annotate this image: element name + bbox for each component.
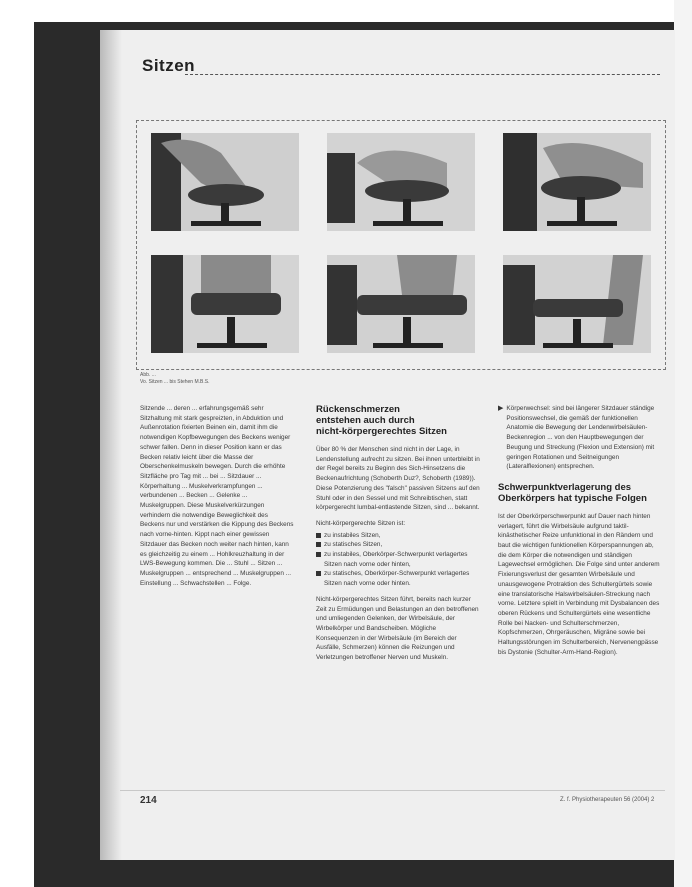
photo-3 (503, 133, 651, 231)
scan-margin-right (674, 0, 692, 887)
caption-line-1: Abb. ... (140, 372, 156, 378)
page-title: Sitzen (142, 56, 196, 75)
chair-sitting-photo-icon (327, 133, 475, 231)
square-bullet-icon (316, 533, 321, 538)
photo-5 (327, 255, 475, 353)
chair-sitting-photo-icon (503, 133, 651, 231)
page-number: 214 (140, 795, 157, 806)
photo-2 (327, 133, 475, 231)
square-bullet-icon (316, 552, 321, 557)
triangle-bullet-icon: ▶ (498, 405, 504, 412)
text-column-3 (498, 404, 660, 663)
photo-4 (151, 255, 299, 353)
scan-margin-top (0, 0, 692, 22)
text-column-1 (140, 404, 294, 594)
list-item: zu instabiles, Oberkörper-Schwerpunkt verlagertes Sitzen nach vorne oder hinten, (316, 550, 480, 569)
photo-figure (136, 120, 666, 370)
scan-margin-left (0, 0, 34, 887)
square-bullet-icon (316, 542, 321, 547)
column2-subheading (316, 404, 480, 437)
subheading-line-1: Rückenschmerzen (316, 404, 400, 415)
column2-paragraph-2: Nicht-körpergerechtes Sitzen führt, bereits nach kurzer Zeit zu Ermüdungen und Belastungen an den betroffenen und umliegenden Gelenken, der Wirbelsäule, der Wirbelkörper und Bandscheiben. Mögliche Konsequenzen in der Wirbelsäule (im Bereich der Ausfälle, Schmerzen) können die Reizungen und Verletzungen betroffener Nerven und Muskeln. (316, 595, 479, 662)
page-spine-shadow (100, 30, 122, 860)
list-item: zu statisches, Oberkörper-Schwerpunkt verlagertes Sitzen nach vorne oder hinten. (316, 569, 480, 588)
column3-paragraph: Ist der Oberkörperschwerpunkt auf Dauer nach hinten verlagert, führt die Wirbelsäule aufgrund taktil-kinästhetischer Reize unfunktional in den Rändern und baut die wichtigen funktionellen Körperspannungen ab, die dem Körper die notwendigen und ständigen Lagewechsel ermöglichen. Die Folge sind unter anderem Fixierungsverlust der gesamten Wirbelsäule und unausgewogene Protraktion des Schultergürtels sowie eine translatorische Halswirbelsäulen-Streckung nach vorne. Letztere spielt in Verbindung mit Dysbalancen des oberen Rückens und Schultergürtels eine wesentliche Rolle bei Nacken- und Schulterschmerzen, Kopfschmerzen, Ohrgeräuschen, Migräne sowie bei Haltungsstörungen im Schulterbereich, Nervenengpässe bis Dystonie (Schulter-Arm-Hand-Region). (498, 512, 660, 656)
subheading-line-1: Schwerpunktverlagerung des (498, 481, 632, 493)
subheading-line-3: nicht-körpergerechtes Sitzen (316, 426, 447, 437)
column3-subheading (498, 482, 660, 504)
photo-1 (151, 133, 299, 231)
chair-sitting-photo-icon (327, 255, 475, 353)
title-rule (185, 74, 660, 75)
text-column-2 (316, 404, 480, 669)
column2-paragraph-1: Über 80 % der Menschen sind nicht in der Lage, in Lendenstellung aufrecht zu sitzen. Bei ihnen unterbleibt in der Regel bereits zu Beginn des Sich-Hinsetzens die Beckenaufrichtung (Schoberth Duz?, Schoberth (1989)). Diese Potenzierung des "falsch" passiven Sitzens auf den Stuhl oder in den Sessel und mit Schreibtischen, statt körpergerecht lumbal-entlastende Sitzen, sind ... bekannt. (316, 446, 480, 512)
figure-caption (140, 372, 440, 386)
square-bullet-icon (316, 571, 321, 576)
caption-line-2: Vo. Sitzen ... bis Stehen M.B.S. (140, 379, 210, 385)
photo-6 (503, 255, 651, 353)
chair-sitting-photo-icon (151, 133, 299, 231)
list-item: zu statisches Sitzen, (316, 540, 480, 550)
chair-sitting-photo-icon (151, 255, 299, 353)
bullet-list (316, 531, 480, 589)
subheading-line-2: Oberkörpers hat typische Folgen (498, 492, 647, 504)
column1-paragraph: Sitzende ... deren ... erfahrungsgemäß sehr Sitzhaltung mit stark gespreizten, in Abduktion und Außenrotation fixierten Beinen ein, damit ihm die notwendigen Kopfbewegungen des Beckens weniger schwer fallen. Denn in dieser Position kann er das Becken relativ leicht über die Masse der Oberschenkelmuskeln bewegen. Durch die erhöhte Sitzfläche pro Tag mit ... bei ... Sitzdauer ... Körperhaltung ... Muskelverkrampfungen ... verbundenen ... Becken ... Gelenke ... Muskelgruppen. Diese Muskelverkürzungen verhindern die notwendige Beweglichkeit des Beckens nur und verstärken die Kippung des Beckens nach vorne-hinten. Kippt nach einer gewissen Sitzdauer das Becken noch weiter nach hinten, kann es gleichzeitig zu einem ... Hohlkreuzhaltung in der LWS-Bewegung kommen. Die ... Stuhl ... Sitzen ... Muskelgruppen ... entsprechend ... Muskelgruppen ... Einstellung ... Schwachstellen ... Folge. (140, 405, 294, 587)
chair-sitting-photo-icon (503, 255, 651, 353)
subheading-line-2: entstehen auch durch (316, 415, 415, 426)
journal-reference: Z. f. Physiotherapeuten 56 (2004) 2 (560, 797, 655, 803)
footer-rule (120, 790, 665, 791)
list-intro: Nicht-körpergerechte Sitzen ist: (316, 519, 406, 527)
arrow-bullet-paragraph: ▶ Körperwechsel: sind bei längerer Sitzdauer ständige Positionswechsel, die gemäß der funktionellen Anatomie die Bewegung der Lendenwirbelsäulen-Beckenregion ... von den Hauptbewegungen der Beugung und Streckung (Flexion und Extension) mit geringen Rotationen und Seitneigungen (Lateralflexionen) entsprechen. (498, 405, 655, 471)
list-item: zu instabiles Sitzen, (316, 531, 480, 541)
